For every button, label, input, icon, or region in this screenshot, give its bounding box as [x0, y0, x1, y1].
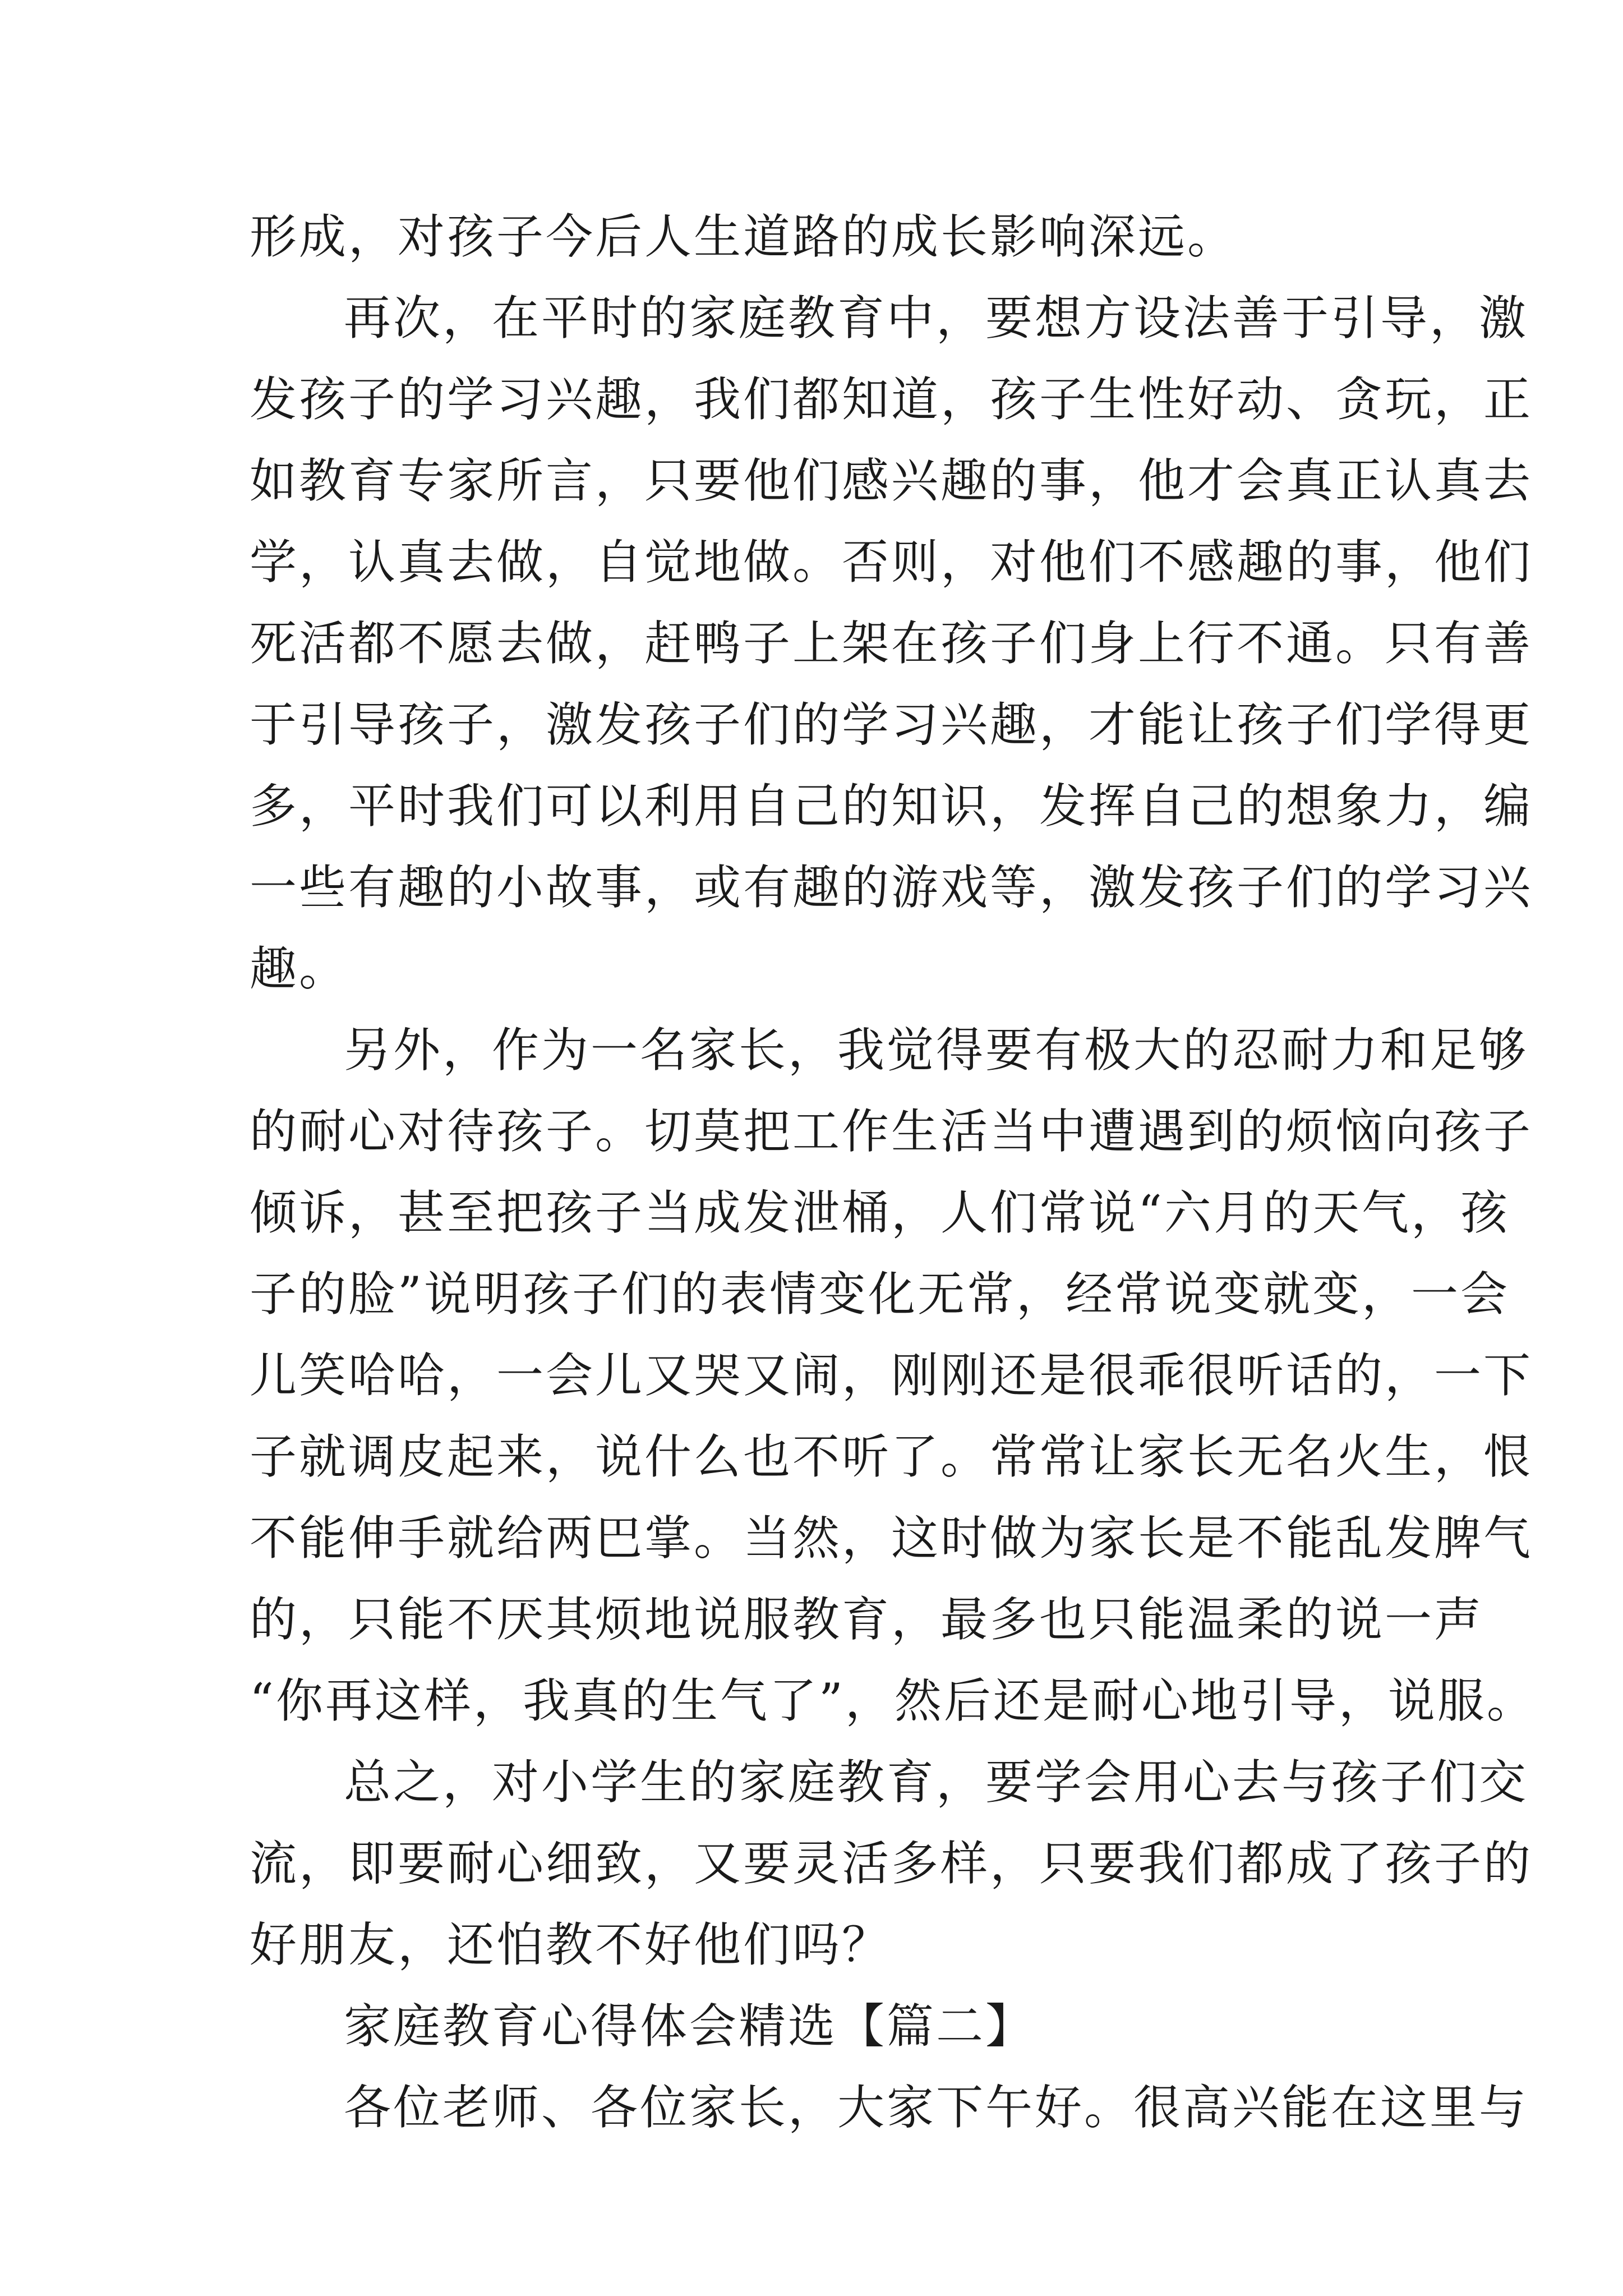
text-line: 总之，对小学生的家庭教育，要学会用心去与孩子们交	[344, 1755, 1529, 1810]
text-line: 一些有趣的小故事，或有趣的游戏等，激发孩子们的学习兴	[250, 860, 1533, 915]
paragraph-greeting	[250, 2067, 1529, 2148]
text-line: 的耐心对待孩子。切莫把工作生活当中遭遇到的烦恼向孩子	[250, 1104, 1533, 1159]
text-line: 形成，对孩子今后人生道路的成长影响深远。	[250, 209, 1237, 264]
section-heading: 家庭教育心得体会精选【篇二】	[344, 1999, 1035, 2054]
paragraph-interest	[250, 278, 1533, 1010]
text-line: 发孩子的学习兴趣，我们都知道，孩子生性好动、贪玩，正	[250, 372, 1533, 427]
paragraph-continuation	[250, 196, 1382, 278]
text-line: “你再这样，我真的生气了”，然后还是耐心地引导，说服。	[250, 1673, 1536, 1728]
text-line: 另外，作为一名家长，我觉得要有极大的忍耐力和足够	[344, 1023, 1529, 1078]
text-line: 流，即要耐心细致，又要灵活多样，只要我们都成了孩子的	[250, 1836, 1533, 1891]
text-line: 学，认真去做，自觉地做。否则，对他们不感趣的事，他们	[250, 535, 1533, 590]
text-line: 儿笑哈哈，一会儿又哭又闹，刚刚还是很乖很听话的，一下	[250, 1348, 1533, 1403]
text-line: 的，只能不厌其烦地说服教育，最多也只能温柔的说一声	[250, 1592, 1484, 1647]
text-line: 再次，在平时的家庭教育中，要想方设法善于引导，激	[344, 291, 1529, 346]
paragraph-summary	[250, 1742, 1533, 1986]
text-line: 子的脸”说明孩子们的表情变化无常，经常说变就变，一会	[250, 1267, 1510, 1322]
text-line: 于引导孩子，激发孩子们的学习兴趣，才能让孩子们学得更	[250, 697, 1533, 752]
text-line: 趣。	[250, 941, 349, 996]
text-line: 不能伸手就给两巴掌。当然，这时做为家长是不能乱发脾气	[250, 1511, 1533, 1566]
text-line: 各位老师、各位家长，大家下午好。很高兴能在这里与	[344, 2080, 1529, 2135]
text-line: 如教育专家所言，只要他们感兴趣的事，他才会真正认真去	[250, 453, 1533, 508]
document-body	[250, 196, 1536, 2148]
text-line: 子就调皮起来，说什么也不听了。常常让家长无名火生，恨	[250, 1429, 1533, 1484]
text-line: 多，平时我们可以利用自己的知识，发挥自己的想象力，编	[250, 779, 1533, 834]
text-line: 死活都不愿去做，赶鸭子上架在孩子们身上行不通。只有善	[250, 616, 1533, 671]
text-line: 倾诉，甚至把孩子当成发泄桶，人们常说“六月的天气，孩	[250, 1185, 1510, 1240]
paragraph-patience	[250, 1010, 1536, 1742]
text-line: 好朋友，还怕教不好他们吗？	[250, 1917, 892, 1972]
